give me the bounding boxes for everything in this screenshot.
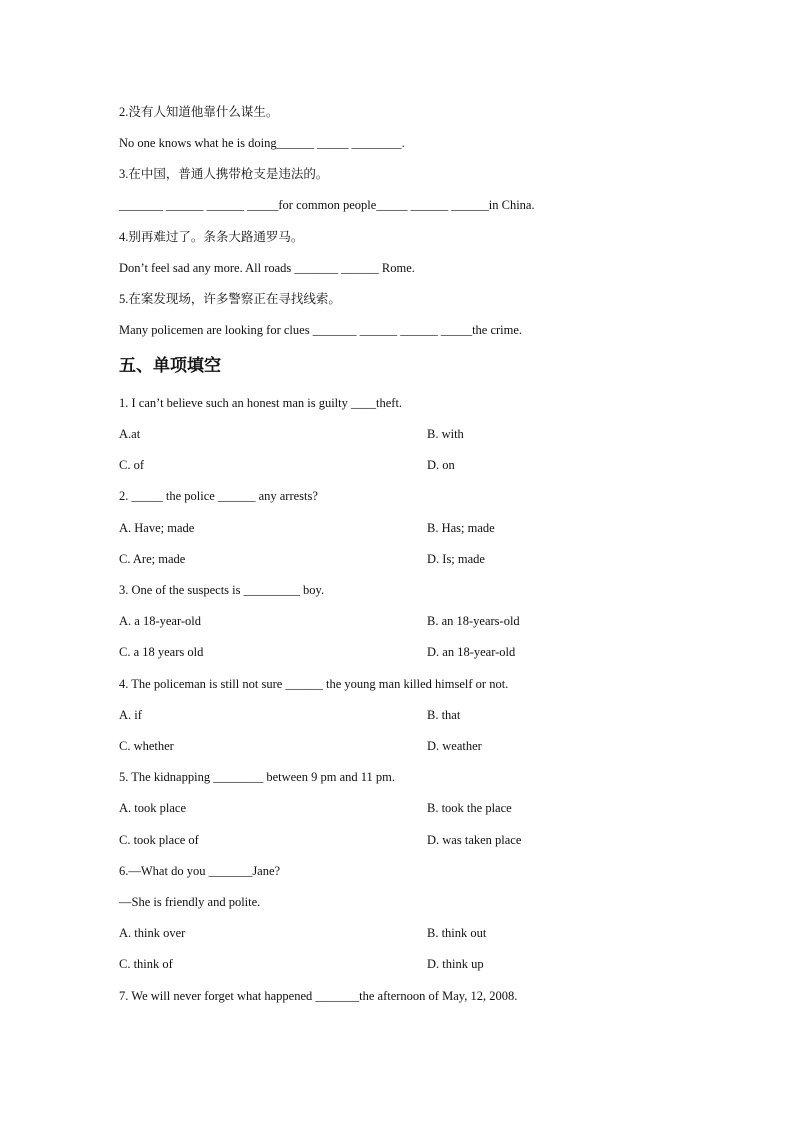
question-3-option-a: A. a 18-year-old xyxy=(119,614,202,628)
section-heading: 五、单项填空 xyxy=(119,356,221,376)
question-2-option-c: C. Are; made xyxy=(119,552,186,566)
translation-5-chinese: 5.在案发现场，许多警察正在寻找线索。 xyxy=(119,292,341,306)
translation-5-english: Many policemen are looking for clues _______ ______ ______ _____the crime. xyxy=(119,323,523,337)
question-2: 2. _____ the police ______ any arrests? xyxy=(119,489,318,503)
question-4-option-b: B. that xyxy=(427,708,461,722)
translation-3-chinese: 3.在中国，普通人携带枪支是违法的。 xyxy=(119,167,329,181)
question-3-option-c: C. a 18 years old xyxy=(119,645,204,659)
question-2-option-b: B. Has; made xyxy=(427,521,495,535)
question-4-option-c: C. whether xyxy=(119,739,174,753)
translation-4-english: Don’t feel sad any more. All roads _______ ______ Rome. xyxy=(119,261,415,275)
question-3-option-b: B. an 18-years-old xyxy=(427,614,520,628)
question-6-response: —She is friendly and polite. xyxy=(119,895,261,909)
translation-4-chinese: 4.别再难过了。条条大路通罗马。 xyxy=(119,230,304,244)
question-3-option-d: D. an 18-year-old xyxy=(427,645,516,659)
question-2-option-a: A. Have; made xyxy=(119,521,195,535)
translation-3-english: _______ ______ ______ _____for common people_____ ______ ______in China. xyxy=(119,198,535,212)
question-5-option-b: B. took the place xyxy=(427,801,512,815)
question-4-option-a: A. if xyxy=(119,708,142,722)
question-4-option-d: D. weather xyxy=(427,739,482,753)
question-5: 5. The kidnapping ________ between 9 pm and 11 pm. xyxy=(119,770,396,784)
question-6-option-d: D. think up xyxy=(427,957,484,971)
question-5-option-d: D. was taken place xyxy=(427,833,522,847)
question-1-option-d: D. on xyxy=(427,458,455,472)
translation-2-chinese: 2.没有人知道他靠什么谋生。 xyxy=(119,105,279,119)
question-4: 4. The policeman is still not sure ______ the young man killed himself or not. xyxy=(119,677,509,691)
translation-2-english: No one knows what he is doing______ _____ ________. xyxy=(119,136,405,150)
question-5-option-a: A. took place xyxy=(119,801,186,815)
question-5-option-c: C. took place of xyxy=(119,833,199,847)
question-3: 3. One of the suspects is _________ boy. xyxy=(119,583,325,597)
question-1-option-b: B. with xyxy=(427,427,464,441)
question-1: 1. I can’t believe such an honest man is guilty ____theft. xyxy=(119,396,403,410)
question-7: 7. We will never forget what happened _______the afternoon of May, 12, 2008. xyxy=(119,989,518,1003)
question-1-option-c: C. of xyxy=(119,458,144,472)
question-6-option-a: A. think over xyxy=(119,926,186,940)
question-2-option-d: D. Is; made xyxy=(427,552,485,566)
question-6-option-c: C. think of xyxy=(119,957,173,971)
question-1-option-a: A.at xyxy=(119,427,141,441)
question-6: 6.—What do you _______Jane? xyxy=(119,864,281,878)
question-6-option-b: B. think out xyxy=(427,926,487,940)
